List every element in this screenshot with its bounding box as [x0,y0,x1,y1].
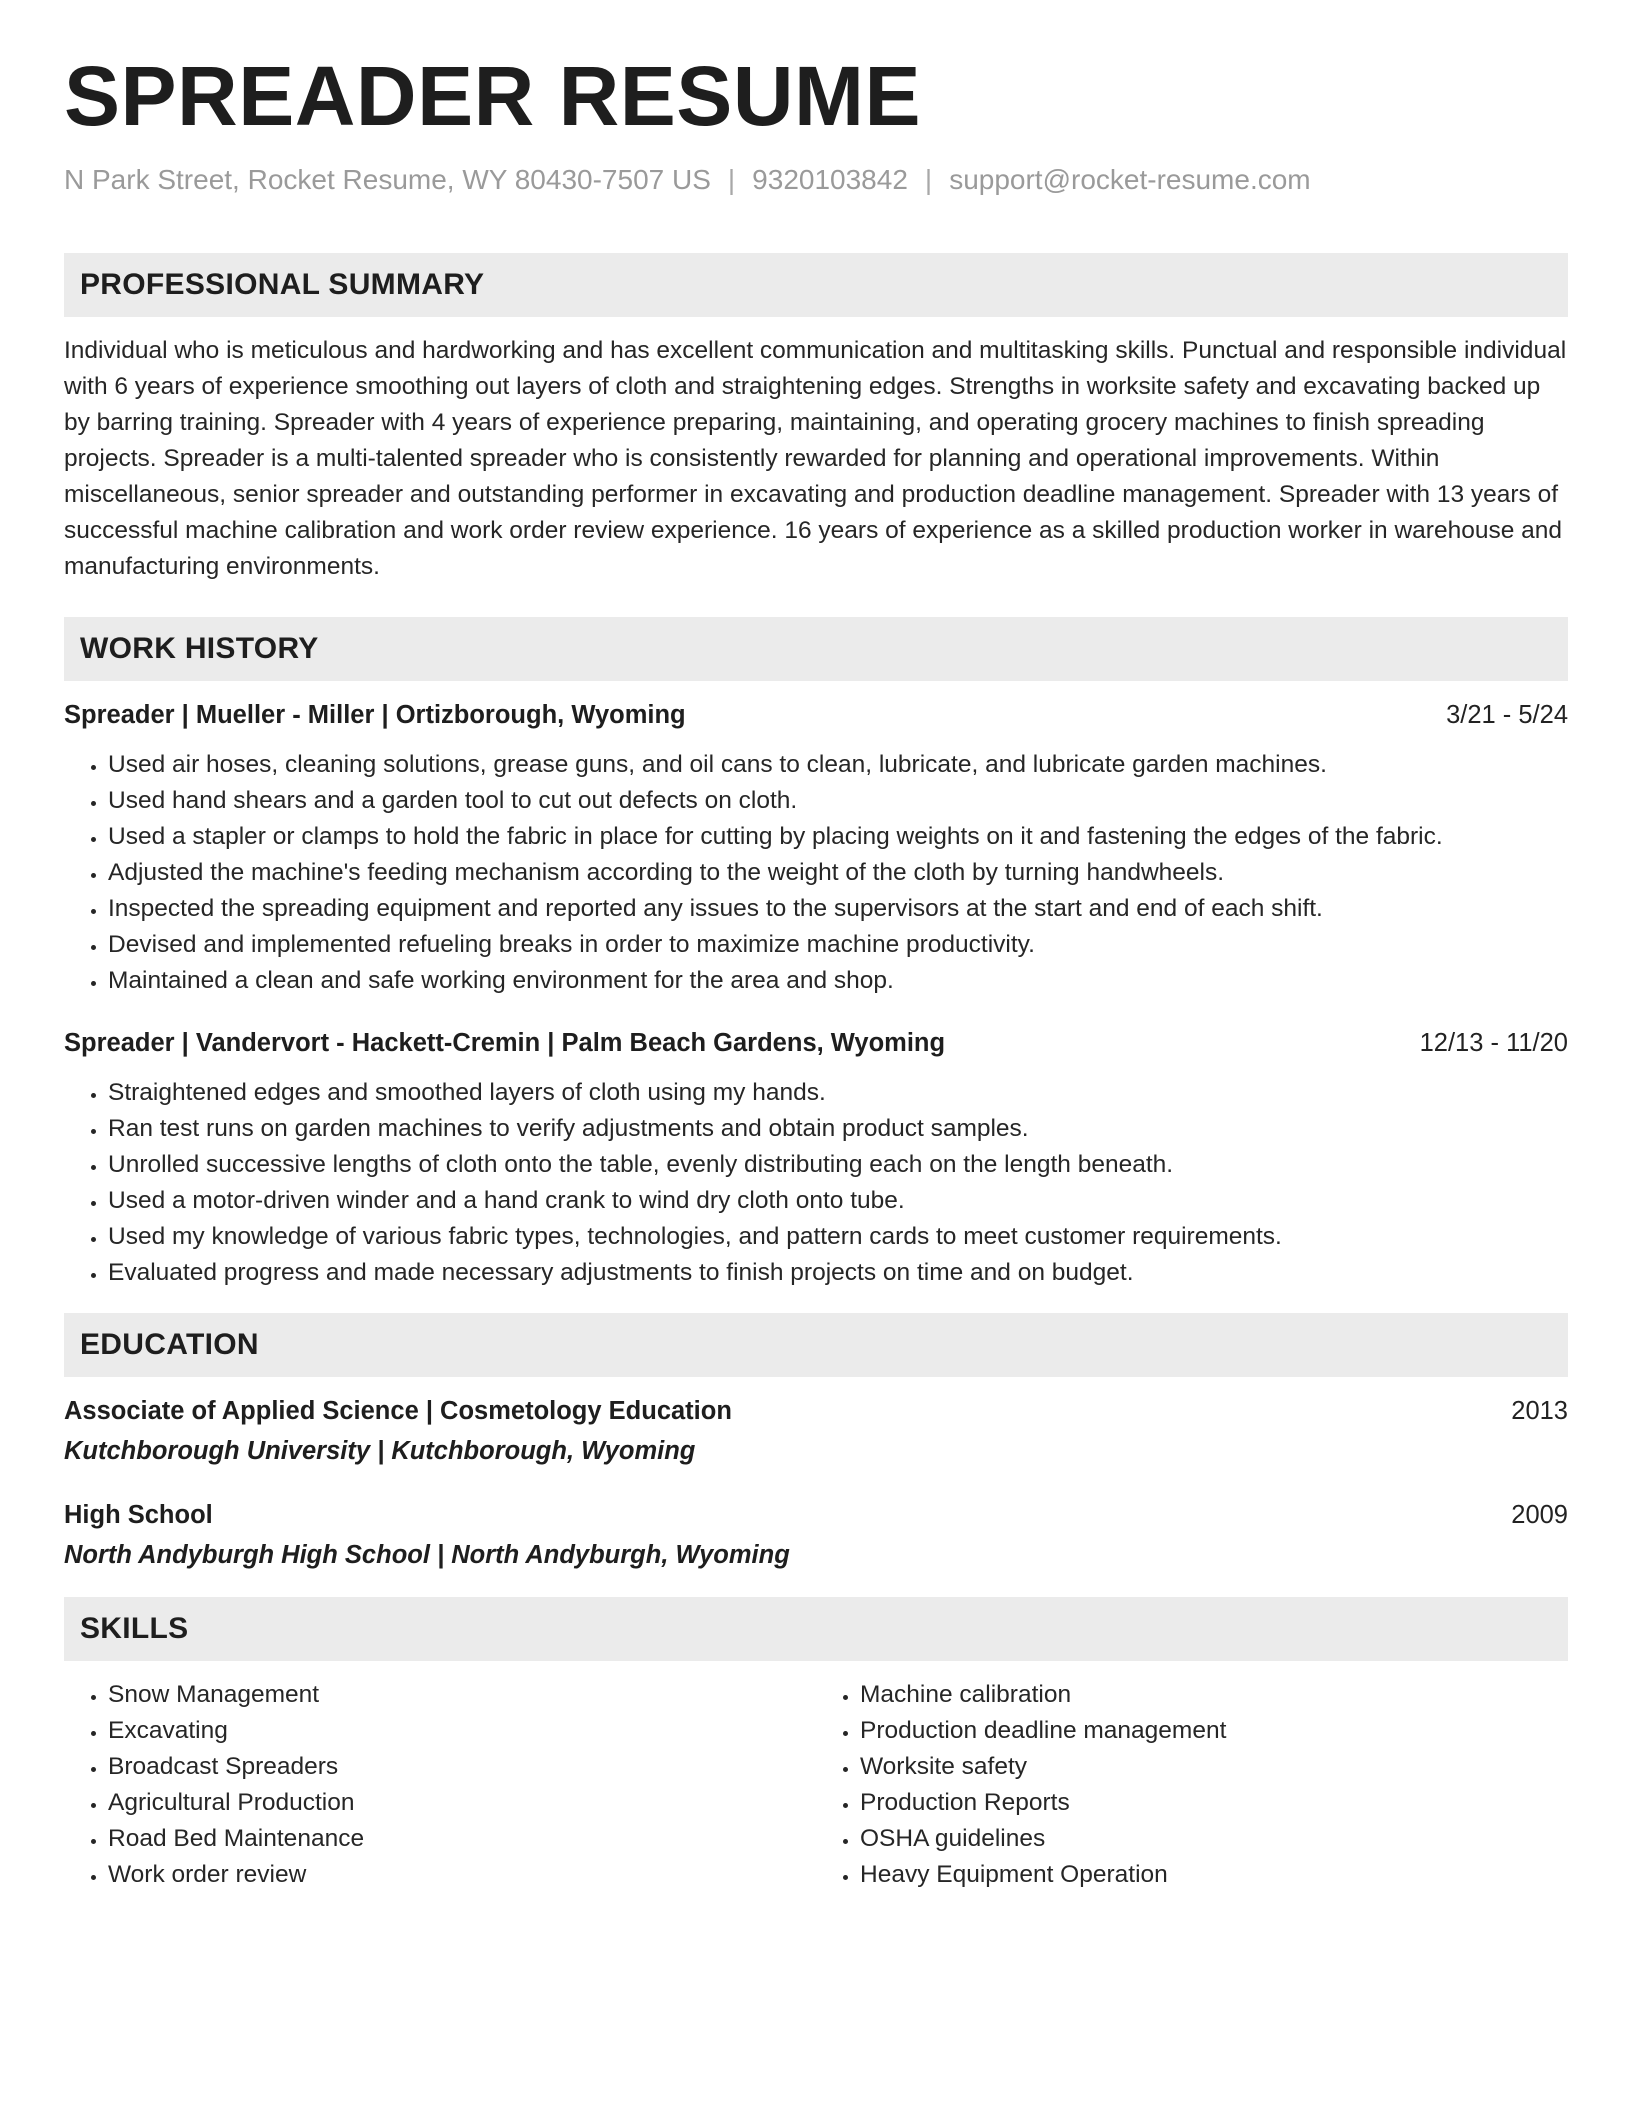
job-header [64,697,1568,733]
job-bullet: • Used air hoses, cleaning solutions, grease guns, and oil cans to clean, lubricate, and lubricate garden machines. [108,747,1568,783]
separator: | [727,164,736,196]
separator: | [924,164,933,196]
job-title: Spreader | Mueller - Miller | Ortizborough, Wyoming [64,700,686,729]
degree: High School [64,1500,213,1529]
skill-item: • Agricultural Production [108,1785,816,1821]
job-entry [64,1025,1568,1291]
graduation-year: 2013 [1511,1396,1568,1425]
skill-item: • Road Bed Maintenance [108,1821,816,1857]
education-entry [64,1497,1568,1573]
skill-item: • Machine calibration [860,1677,1568,1713]
skill-item: • Production deadline management [860,1713,1568,1749]
skill-item: • Excavating [108,1713,816,1749]
job-bullet: • Ran test runs on garden machines to verify adjustments and obtain product samples. [108,1111,1568,1147]
skill-item: • Broadcast Spreaders [108,1749,816,1785]
job-dates: 12/13 - 11/20 [1419,1028,1568,1057]
job-bullets [64,1075,1568,1291]
job-bullet: • Used my knowledge of various fabric types, technologies, and pattern cards to meet customer requirements. [108,1219,1568,1255]
skill-item: • Snow Management [108,1677,816,1713]
email: support@rocket-resume.com [949,164,1311,196]
job-bullet: • Used a stapler or clamps to hold the fabric in place for cutting by placing weights on it and fastening the edges of the fabric. [108,819,1568,855]
skill-item: • Production Reports [860,1785,1568,1821]
skills-left-column [64,1677,816,1893]
job-header [64,1025,1568,1061]
phone: 9320103842 [752,164,908,196]
job-dates: 3/21 - 5/24 [1446,700,1568,729]
education-header [64,1393,1568,1429]
skill-item: • Worksite safety [860,1749,1568,1785]
graduation-year: 2009 [1511,1500,1568,1529]
job-bullets [64,747,1568,999]
job-entry [64,697,1568,999]
job-bullet: • Adjusted the machine's feeding mechanism according to the weight of the cloth by turning handwheels. [108,855,1568,891]
job-bullet: • Straightened edges and smoothed layers of cloth using my hands. [108,1075,1568,1111]
section-heading-work-history: WORK HISTORY [64,617,1568,681]
section-heading-education: EDUCATION [64,1313,1568,1377]
skill-item: • OSHA guidelines [860,1821,1568,1857]
skills-columns [64,1677,1568,1893]
job-bullet: • Evaluated progress and made necessary adjustments to finish projects on time and on budget. [108,1255,1568,1291]
job-bullet: • Devised and implemented refueling breaks in order to maximize machine productivity. [108,927,1568,963]
education-header [64,1497,1568,1533]
job-bullet: • Inspected the spreading equipment and reported any issues to the supervisors at the start and end of each shift. [108,891,1568,927]
summary-text: Individual who is meticulous and hardworking and has excellent communication and multitasking skills. Punctual and responsible individual with 6 years of experience smoothing out layers of cloth and straightening edges. Strengths in worksite safety and excavating backed up by barring training. Spreader with 4 years of experience preparing, maintaining, and operating grocery machines to finish spreading projects. Spreader is a multi-talented spreader who is consistently rewarded for planning and operational improvements. Within miscellaneous, senior spreader and outstanding performer in excavating and production deadline management. Spreader with 13 years of successful machine calibration and work order review experience. 16 years of experience as a skilled production worker in warehouse and manufacturing environments. [64,336,1567,580]
section-heading-summary: PROFESSIONAL SUMMARY [64,253,1568,317]
job-bullet: • Used hand shears and a garden tool to cut out defects on cloth. [108,783,1568,819]
contact-line [64,162,1568,198]
skill-item: • Heavy Equipment Operation [860,1857,1568,1893]
job-bullet: • Maintained a clean and safe working environment for the area and shop. [108,963,1568,999]
education-entry [64,1393,1568,1469]
address: N Park Street, Rocket Resume, WY 80430-7507 US [64,164,711,196]
job-title: Spreader | Vandervort - Hackett-Cremin | Palm Beach Gardens, Wyoming [64,1028,946,1057]
skills-right-column [816,1677,1568,1893]
section-heading-skills: SKILLS [64,1597,1568,1661]
job-bullet: • Used a motor-driven winder and a hand crank to wind dry cloth onto tube. [108,1183,1568,1219]
school-name: North Andyburgh High School | North Andyburgh, Wyoming [64,1540,790,1569]
degree: Associate of Applied Science | Cosmetology Education [64,1396,732,1425]
job-bullet: • Unrolled successive lengths of cloth onto the table, evenly distributing each on the length beneath. [108,1147,1568,1183]
skill-item: • Work order review [108,1857,816,1893]
resume-name: SPREADER RESUME [64,49,921,143]
school-name: Kutchborough University | Kutchborough, Wyoming [64,1436,696,1465]
